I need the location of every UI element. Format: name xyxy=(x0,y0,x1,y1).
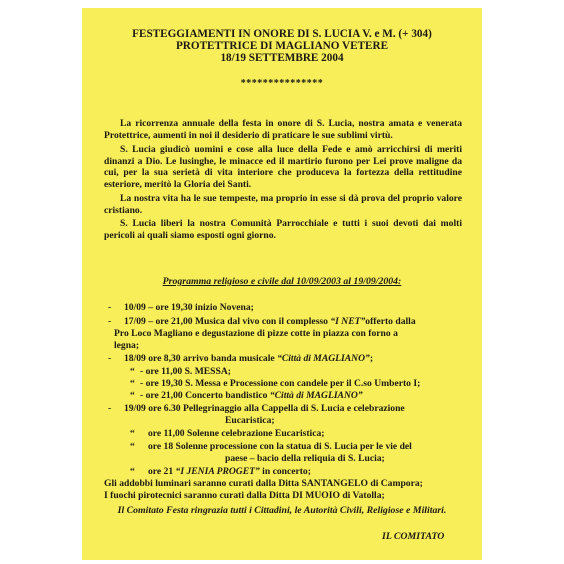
program-line-text: in concerto; xyxy=(259,466,311,477)
program-line xyxy=(140,390,363,402)
title-line-3: 18/19 SETTEMBRE 2004 xyxy=(220,52,344,64)
program-line: ore 18 Solenne processione con la statua di S. Lucia per le vie del xyxy=(148,441,412,452)
program-item-1809 xyxy=(124,353,373,365)
bullet-dash: - xyxy=(108,403,112,414)
ditto-mark: “ xyxy=(130,441,135,452)
fireworks-note: I fuochi pirotecnici saranno curati dalla Ditta DI MUOIO di Vatolla; xyxy=(104,490,385,501)
program-line: legna; xyxy=(114,340,140,351)
scan-background xyxy=(0,0,82,564)
program-line-text: 17/09 – ore 21,00 Musica dal vivo con il complesso xyxy=(124,316,331,327)
program-line: ore 11,00 Solenne celebrazione Eucaristica; xyxy=(148,428,325,439)
title-line-1: FESTEGGIAMENTI IN ONORE DI S. LUCIA V. e M. (+ 304) xyxy=(132,28,432,40)
band-name-magliano: “Città di MAGLIANO” xyxy=(269,390,363,401)
program-line-text: 18/09 ore 8,30 arrivo banda musicale xyxy=(124,353,278,364)
program-line-text: ore 21 xyxy=(148,466,176,477)
paragraph-2: S. Lucia giudicò uomini e cose alla luce della Fede e amò arricchirsi di meriti dinanzi a Dio. Le lusinghe, le minacce ed il martirio furono per Lei prove maligne da cui, per la sua serietà di vita interiore che produceva la fortezza della rettitudine esteriore, meritò la Gloria dei Santi. xyxy=(104,144,462,190)
bullet-dash: - xyxy=(108,316,112,327)
paragraph-3: La nostra vita ha le sue tempeste, ma proprio in esse si dà prova del proprio valore cristiano. xyxy=(104,193,462,216)
ditto-mark: “ xyxy=(130,390,135,401)
ditto-mark: “ xyxy=(130,428,135,439)
band-name-magliano: “Città di MAGLIANO” xyxy=(277,353,370,364)
program-line-text: - ore 21,00 Concerto bandistico xyxy=(140,390,270,401)
lighting-note: Gli addobbi luminari saranno curati dalla Ditta SANTANGELO di Campora; xyxy=(104,478,423,489)
closing-thanks: Il Comitato Festa ringrazia tutti i Cittadini, le Autorità Civili, Religiose e Militari. xyxy=(117,505,447,516)
program-line xyxy=(148,466,311,478)
program-line: - ore 11,00 S. MESSA; xyxy=(140,366,231,377)
program-heading: Programma religioso e civile dal 10/09/2003 al 19/09/2004: xyxy=(162,276,402,287)
paragraph-1: La ricorrenza annuale della festa in onore di S. Lucia, nostra amata e venerata Protettrice, aumenti in noi il desiderio di praticare le sue sublimi virtù. xyxy=(104,118,462,141)
paragraph-4: S. Lucia liberi la nostra Comunità Parrocchiale e tutti i suoi devoti dai molti pericoli ai quali siamo esposti ogni giorno. xyxy=(104,218,462,241)
program-item-1009 xyxy=(124,302,254,314)
band-name-jenia: “I JENIA PROGET” xyxy=(175,466,260,477)
ditto-mark: “ xyxy=(130,466,135,477)
program-line: Pro Loco Magliano e degustazione di pizze cotte in piazza con forno a xyxy=(114,328,398,339)
program-line-text: offerto dalla xyxy=(365,316,416,327)
bullet-dash: - xyxy=(108,302,112,313)
program-item-1709 xyxy=(124,316,416,328)
program-line-text: ; xyxy=(369,353,374,364)
program-item-1909: 19/09 ore 6.30 Pellegrinaggio alla Cappella di S. Lucia e celebrazione xyxy=(124,403,405,414)
band-name-inet: “I NET” xyxy=(330,316,366,327)
program-line: Eucaristica; xyxy=(225,415,275,426)
ditto-mark: “ xyxy=(130,366,135,377)
program-line: paese – bacio della reliquia di S. Lucia; xyxy=(225,453,385,464)
title-line-2: PROTETTRICE DI MAGLIANO VETERE xyxy=(175,40,389,52)
bullet-dash: - xyxy=(108,353,112,364)
ditto-mark: “ xyxy=(130,378,135,389)
star-separator: *************** xyxy=(240,78,324,89)
signature: IL COMITATO xyxy=(382,531,445,542)
program-line-text: 10/09 – ore 19,30 inizio Novena; xyxy=(124,302,254,313)
flyer-sheet xyxy=(82,8,482,560)
program-line: - ore 19,30 S. Messa e Processione con candele per il C.so Umberto I; xyxy=(140,378,421,389)
